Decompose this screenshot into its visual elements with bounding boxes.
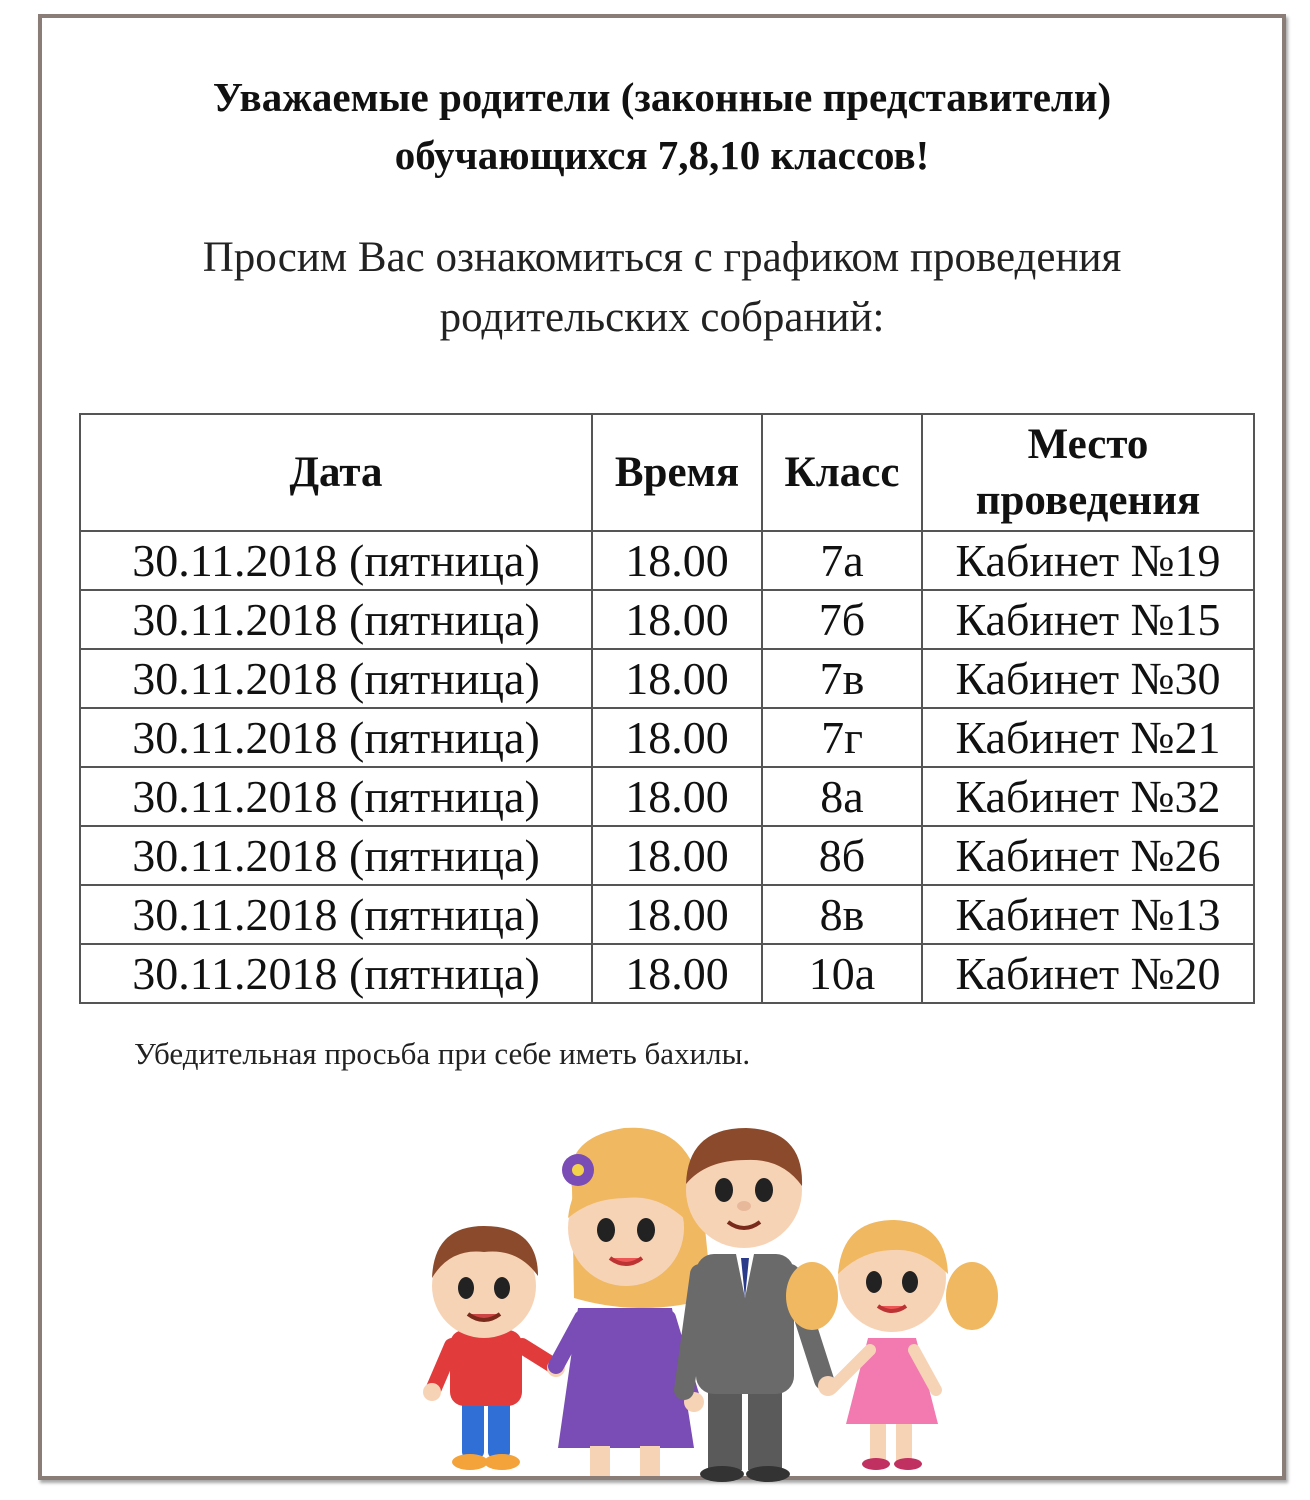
- table-header-row: [80, 414, 1254, 531]
- heading-line-2: обучающихся 7,8,10 классов!: [394, 132, 930, 178]
- boy-figure: [423, 1226, 565, 1470]
- cell-class: 7б: [762, 590, 922, 649]
- table-row: [80, 649, 1254, 708]
- intro-line-2: родительских собраний:: [439, 294, 885, 341]
- cell-time: 18.00: [592, 944, 762, 1003]
- cell-place: Кабинет №30: [922, 649, 1254, 708]
- cell-place: Кабинет №32: [922, 767, 1254, 826]
- family-illustration-icon: [342, 1098, 1062, 1483]
- cell-class: 8в: [762, 885, 922, 944]
- notice-frame: [38, 14, 1286, 1480]
- table-row: [80, 708, 1254, 767]
- shoe-covers-note: Убедительная просьба при себе иметь бахилы.: [134, 1036, 751, 1071]
- table-row: [80, 944, 1254, 1003]
- cell-time: 18.00: [592, 826, 762, 885]
- cell-date: 30.11.2018 (пятница): [80, 826, 592, 885]
- cell-class: 7в: [762, 649, 922, 708]
- cell-date: 30.11.2018 (пятница): [80, 590, 592, 649]
- notice-intro: [42, 228, 1282, 348]
- cell-class: 7а: [762, 531, 922, 590]
- intro-line-1: Просим Вас ознакомиться с графиком проведения: [202, 234, 1122, 281]
- cell-date: 30.11.2018 (пятница): [80, 885, 592, 944]
- header-class: Класс: [762, 414, 922, 531]
- cell-time: 18.00: [592, 885, 762, 944]
- cell-class: 8б: [762, 826, 922, 885]
- cell-date: 30.11.2018 (пятница): [80, 531, 592, 590]
- cell-place: Кабинет №13: [922, 885, 1254, 944]
- cell-class: 7г: [762, 708, 922, 767]
- cell-place: Кабинет №15: [922, 590, 1254, 649]
- cell-class: 10а: [762, 944, 922, 1003]
- header-place: [922, 414, 1254, 531]
- cell-time: 18.00: [592, 649, 762, 708]
- cell-date: 30.11.2018 (пятница): [80, 767, 592, 826]
- cell-time: 18.00: [592, 708, 762, 767]
- heading-line-1: Уважаемые родители (законные представители): [212, 74, 1112, 120]
- cell-date: 30.11.2018 (пятница): [80, 649, 592, 708]
- table-row: [80, 767, 1254, 826]
- cell-date: 30.11.2018 (пятница): [80, 708, 592, 767]
- header-time: Время: [592, 414, 762, 531]
- cell-time: 18.00: [592, 767, 762, 826]
- cell-place: Кабинет №26: [922, 826, 1254, 885]
- meeting-schedule-table: [79, 413, 1255, 1004]
- table-row: [80, 826, 1254, 885]
- cell-time: 18.00: [592, 590, 762, 649]
- notice-heading: [42, 68, 1282, 184]
- header-place-line-1: Место: [1027, 420, 1149, 468]
- table-row: [80, 531, 1254, 590]
- cell-place: Кабинет №19: [922, 531, 1254, 590]
- cell-class: 8а: [762, 767, 922, 826]
- cell-time: 18.00: [592, 531, 762, 590]
- table-row: [80, 885, 1254, 944]
- header-date: Дата: [80, 414, 592, 531]
- cell-date: 30.11.2018 (пятница): [80, 944, 592, 1003]
- cell-place: Кабинет №20: [922, 944, 1254, 1003]
- header-place-line-2: проведения: [975, 476, 1201, 524]
- table-row: [80, 590, 1254, 649]
- cell-place: Кабинет №21: [922, 708, 1254, 767]
